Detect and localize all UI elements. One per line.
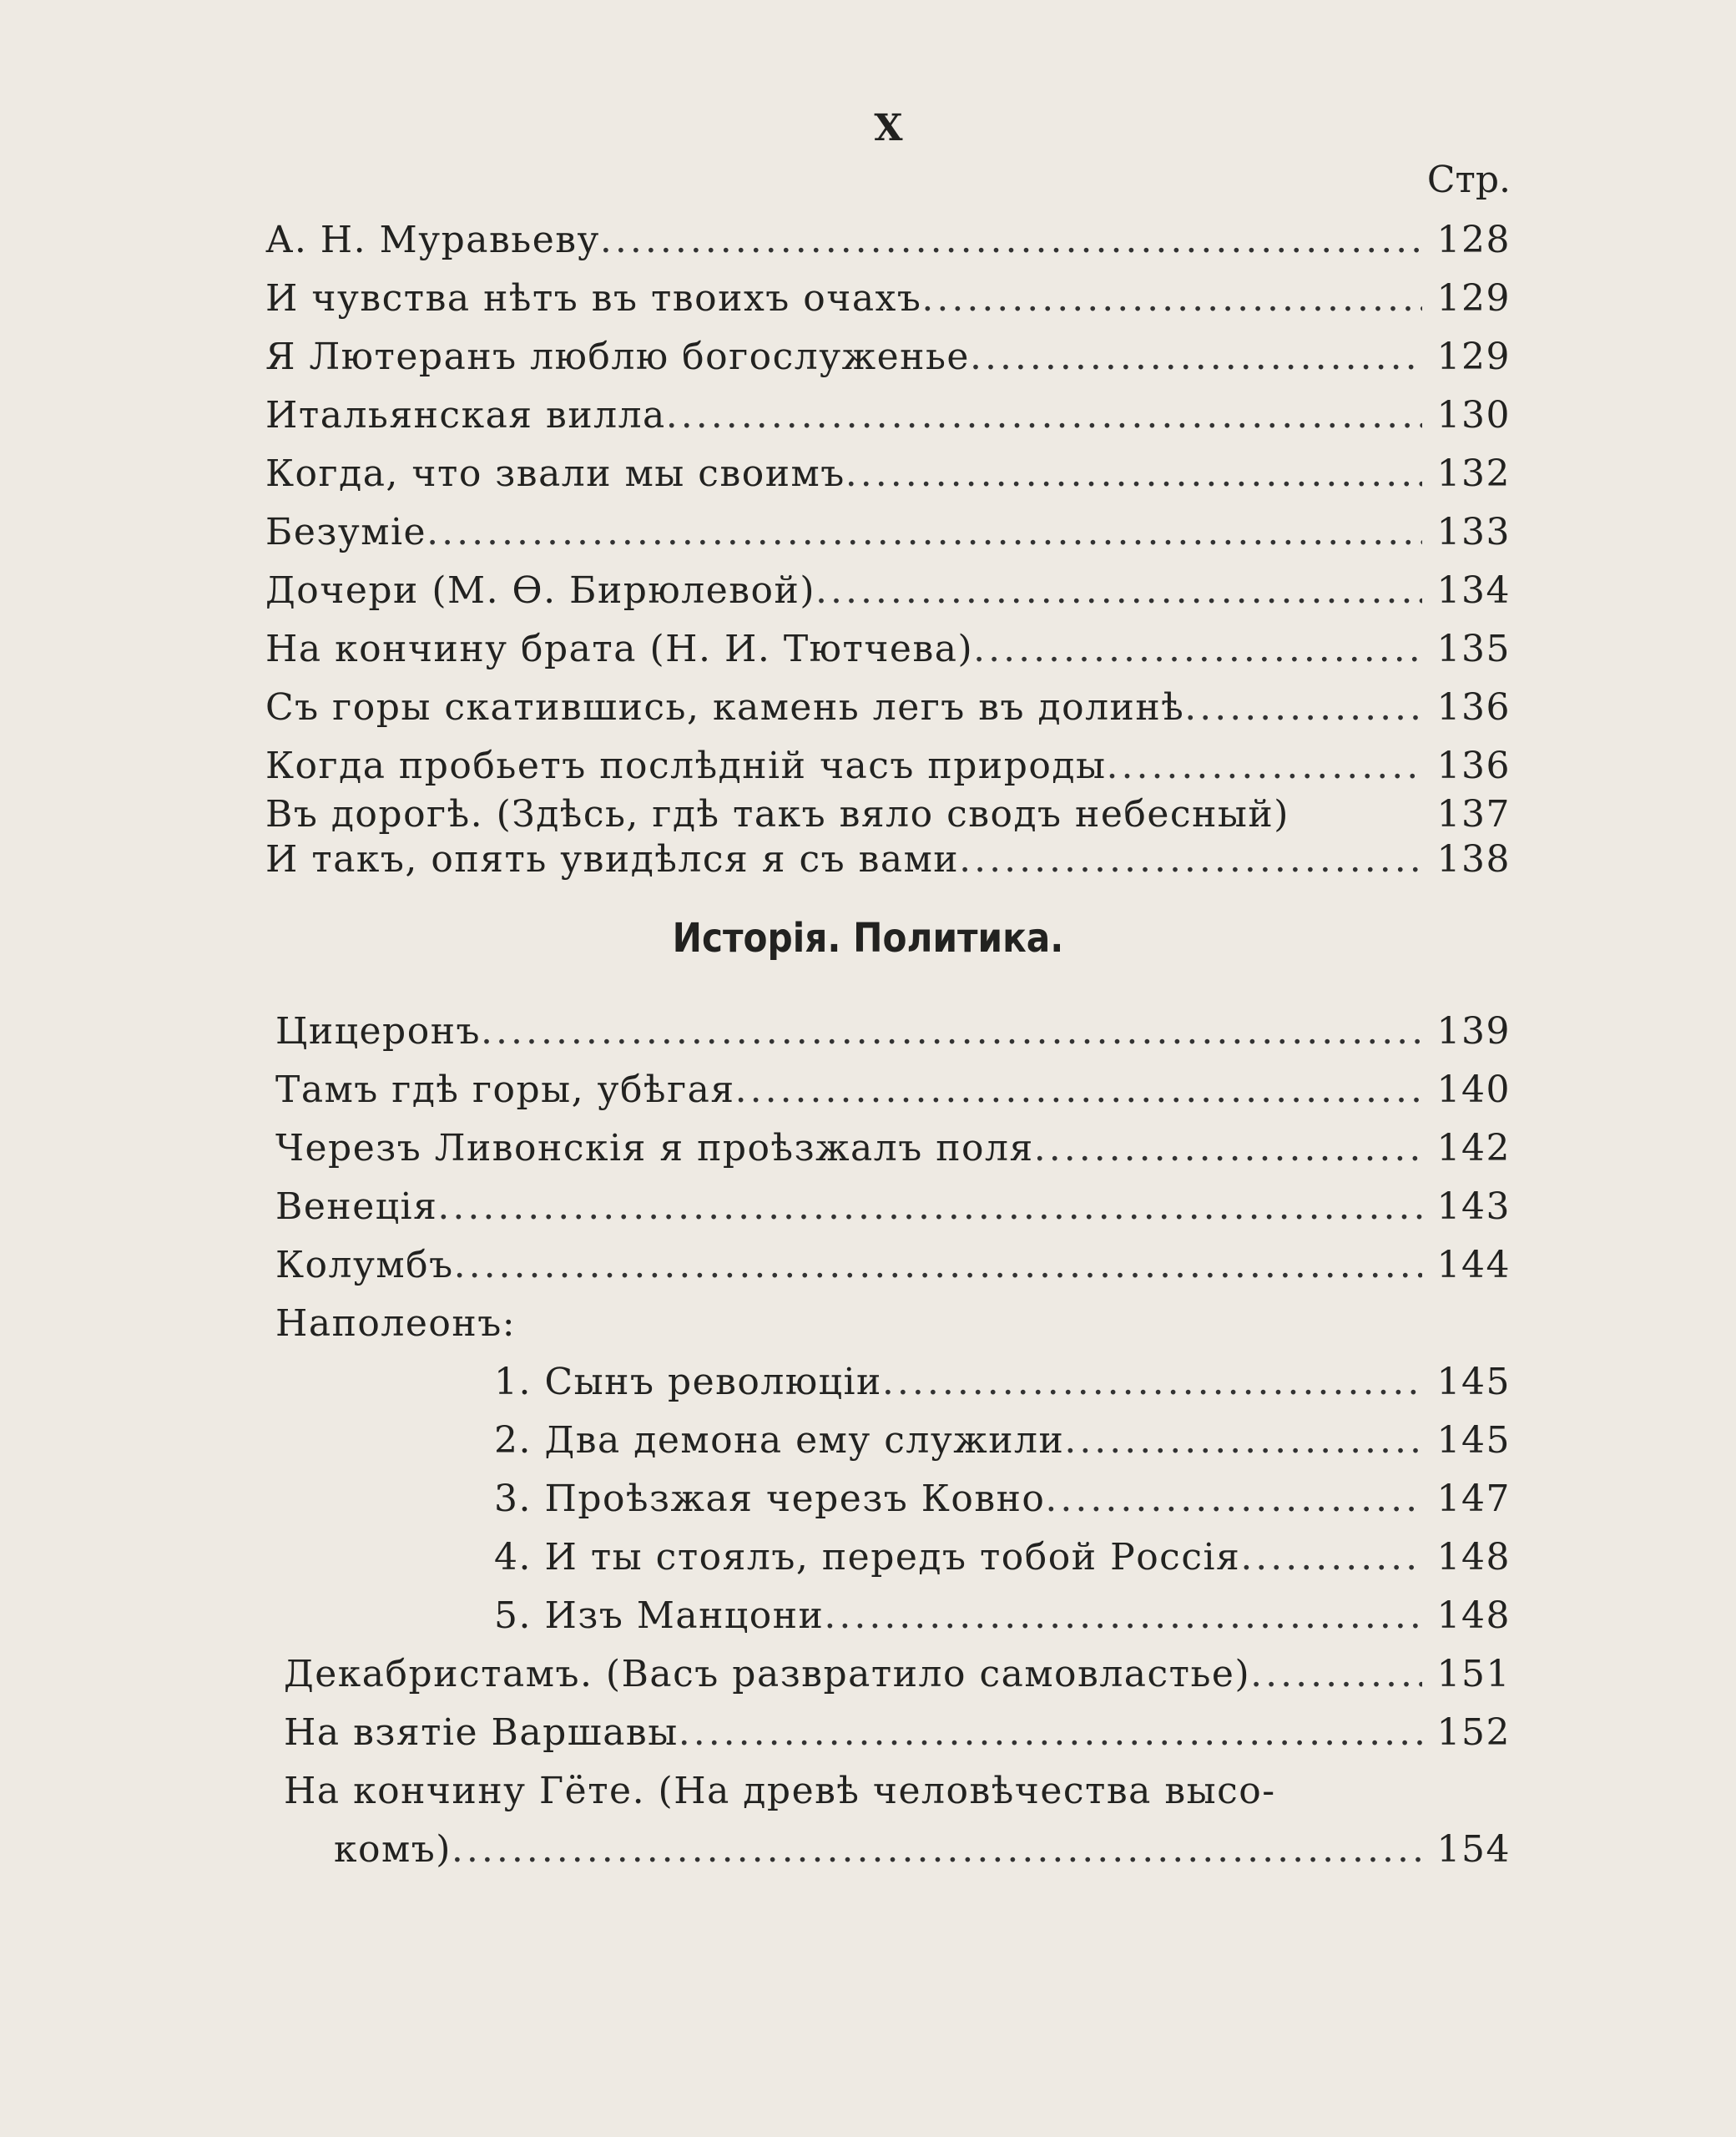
toc-entry-title: А. Н. Муравьеву <box>265 219 600 261</box>
toc-entry <box>284 1770 1511 1812</box>
page-column-header: Стр. <box>1426 159 1511 201</box>
toc-entry-page: 130 <box>1436 394 1511 437</box>
toc-entry <box>284 1653 1511 1695</box>
toc-entry-page: 137 <box>1436 793 1511 836</box>
dot-leader <box>452 1828 1422 1871</box>
toc-entry-title: Съ горы скатившись, камень легъ въ долинѣ <box>265 686 1185 729</box>
toc-subentry <box>494 1478 1511 1520</box>
toc-entry-title: комъ) <box>334 1828 452 1871</box>
toc-entry <box>284 1711 1511 1754</box>
toc-entry-page: 132 <box>1436 452 1511 495</box>
toc-entry <box>275 1068 1511 1111</box>
toc-entry-page: 145 <box>1436 1419 1511 1462</box>
toc-entry-title: На кончину брата (Н. И. Тютчева) <box>265 628 974 670</box>
dot-leader <box>1184 686 1422 729</box>
dot-leader <box>815 569 1422 612</box>
toc-entry-title: 2. Два демона ему служили <box>494 1419 1065 1462</box>
toc-entry <box>265 838 1511 881</box>
toc-entry-title: 4. И ты стоялъ, передъ тобой Россія <box>494 1536 1241 1579</box>
toc-entry <box>265 336 1511 378</box>
dot-leader <box>959 838 1422 881</box>
toc-entry-page: 148 <box>1436 1594 1511 1637</box>
toc-entry <box>275 1244 1511 1286</box>
dot-leader <box>1045 1478 1422 1520</box>
toc-entry-page: 152 <box>1436 1711 1511 1754</box>
toc-entry-page: 128 <box>1436 219 1511 261</box>
dot-leader <box>1250 1653 1422 1695</box>
dot-leader <box>600 219 1422 261</box>
toc-entry-page: 151 <box>1436 1653 1511 1695</box>
dot-leader <box>882 1361 1422 1403</box>
toc-entry-page: 154 <box>1436 1828 1511 1871</box>
toc-entry-title: Когда пробьетъ послѣднiй часъ природы <box>265 745 1107 787</box>
toc-entry-title: Дочери (М. Ѳ. Бирюлевой) <box>265 569 815 612</box>
toc-entry-continuation <box>334 1828 1511 1871</box>
page-number: X <box>874 107 904 149</box>
toc-entry-title: Цицеронъ <box>275 1010 482 1053</box>
toc-entry-title: 3. Проѣзжая черезъ Ковно <box>494 1478 1046 1520</box>
toc-entry-title: Въ дорогѣ. (Здѣсь, гдѣ такъ вяло сводъ небесный) <box>265 793 1289 836</box>
toc-entry-page: 133 <box>1436 511 1511 553</box>
toc-entry <box>265 394 1511 437</box>
toc-entry <box>265 569 1511 612</box>
toc-entry-title: 5. Изъ Манцони <box>494 1594 825 1637</box>
toc-entry <box>265 219 1511 261</box>
toc-entry-title: Наполеонъ: <box>275 1302 517 1345</box>
toc-entry-page: 147 <box>1436 1478 1511 1520</box>
toc-entry-title: На кончину Гёте. (На древѣ человѣчества высо- <box>284 1770 1276 1812</box>
toc-entry-title: Тамъ гдѣ горы, убѣгая <box>275 1068 735 1111</box>
dot-leader <box>426 511 1422 553</box>
toc-entry-page: 138 <box>1436 838 1511 881</box>
toc-entry-page: 136 <box>1436 686 1511 729</box>
toc-entry-title: Черезъ Ливонскія я проѣзжалъ поля <box>275 1127 1034 1170</box>
toc-entry-title: Итальянская вилла <box>265 394 666 437</box>
toc-entry-page: 144 <box>1436 1244 1511 1286</box>
dot-leader <box>437 1185 1422 1228</box>
toc-entry-page: 145 <box>1436 1361 1511 1403</box>
toc-entry <box>265 628 1511 670</box>
dot-leader <box>481 1010 1422 1053</box>
toc-entry-title: Венеція <box>275 1185 438 1228</box>
dot-leader <box>1064 1419 1422 1462</box>
dot-leader <box>1106 745 1422 787</box>
dot-leader <box>845 452 1422 495</box>
toc-entry <box>265 277 1511 320</box>
toc-subentry <box>494 1594 1511 1637</box>
toc-entry-page: 135 <box>1436 628 1511 670</box>
toc-entry <box>265 452 1511 495</box>
toc-entry-page: 129 <box>1436 277 1511 320</box>
toc-entry-page: 134 <box>1436 569 1511 612</box>
dot-leader <box>1240 1536 1422 1579</box>
toc-entry-title: Безуміе <box>265 511 427 553</box>
toc-entry-page: 142 <box>1436 1127 1511 1170</box>
toc-entry <box>275 1302 1511 1345</box>
toc-entry <box>275 1127 1511 1170</box>
section-heading: Исторія. Политика. <box>672 915 1064 962</box>
dot-leader <box>666 394 1422 437</box>
dot-leader <box>735 1068 1422 1111</box>
dot-leader <box>970 336 1422 378</box>
toc-entry-page: 140 <box>1436 1068 1511 1111</box>
toc-entry <box>275 1185 1511 1228</box>
toc-entry-page: 143 <box>1436 1185 1511 1228</box>
toc-entry <box>275 1010 1511 1053</box>
toc-subentry <box>494 1419 1511 1462</box>
toc-entry <box>265 511 1511 553</box>
toc-entry-title: Колумбъ <box>275 1244 454 1286</box>
toc-entry-title: Когда, что звали мы своимъ <box>265 452 845 495</box>
toc-entry-title: На взятіе Варшавы <box>284 1711 679 1754</box>
toc-entry <box>265 686 1511 729</box>
dot-leader <box>824 1594 1422 1637</box>
toc-entry-page: 139 <box>1436 1010 1511 1053</box>
toc-entry <box>265 793 1511 836</box>
toc-subentry <box>494 1361 1511 1403</box>
toc-entry-title: Декабристамъ. (Васъ развратило самовластье) <box>284 1653 1251 1695</box>
toc-entry-title: Я Лютеранъ люблю богослуженье <box>265 336 970 378</box>
toc-entry-title: И такъ, опять увидѣлся я съ вами <box>265 838 960 881</box>
toc-entry-page: 136 <box>1436 745 1511 787</box>
toc-entry-title: И чувства нѣтъ въ твоихъ очахъ <box>265 277 922 320</box>
toc-entry-title: 1. Сынъ революціи <box>494 1361 882 1403</box>
dot-leader <box>679 1711 1422 1754</box>
toc-entry-page: 129 <box>1436 336 1511 378</box>
toc-subentry <box>494 1536 1511 1579</box>
toc-entry-page: 148 <box>1436 1536 1511 1579</box>
toc-entry <box>265 745 1511 787</box>
dot-leader <box>1034 1127 1422 1170</box>
dot-leader <box>973 628 1422 670</box>
dot-leader <box>454 1244 1422 1286</box>
dot-leader <box>921 277 1422 320</box>
